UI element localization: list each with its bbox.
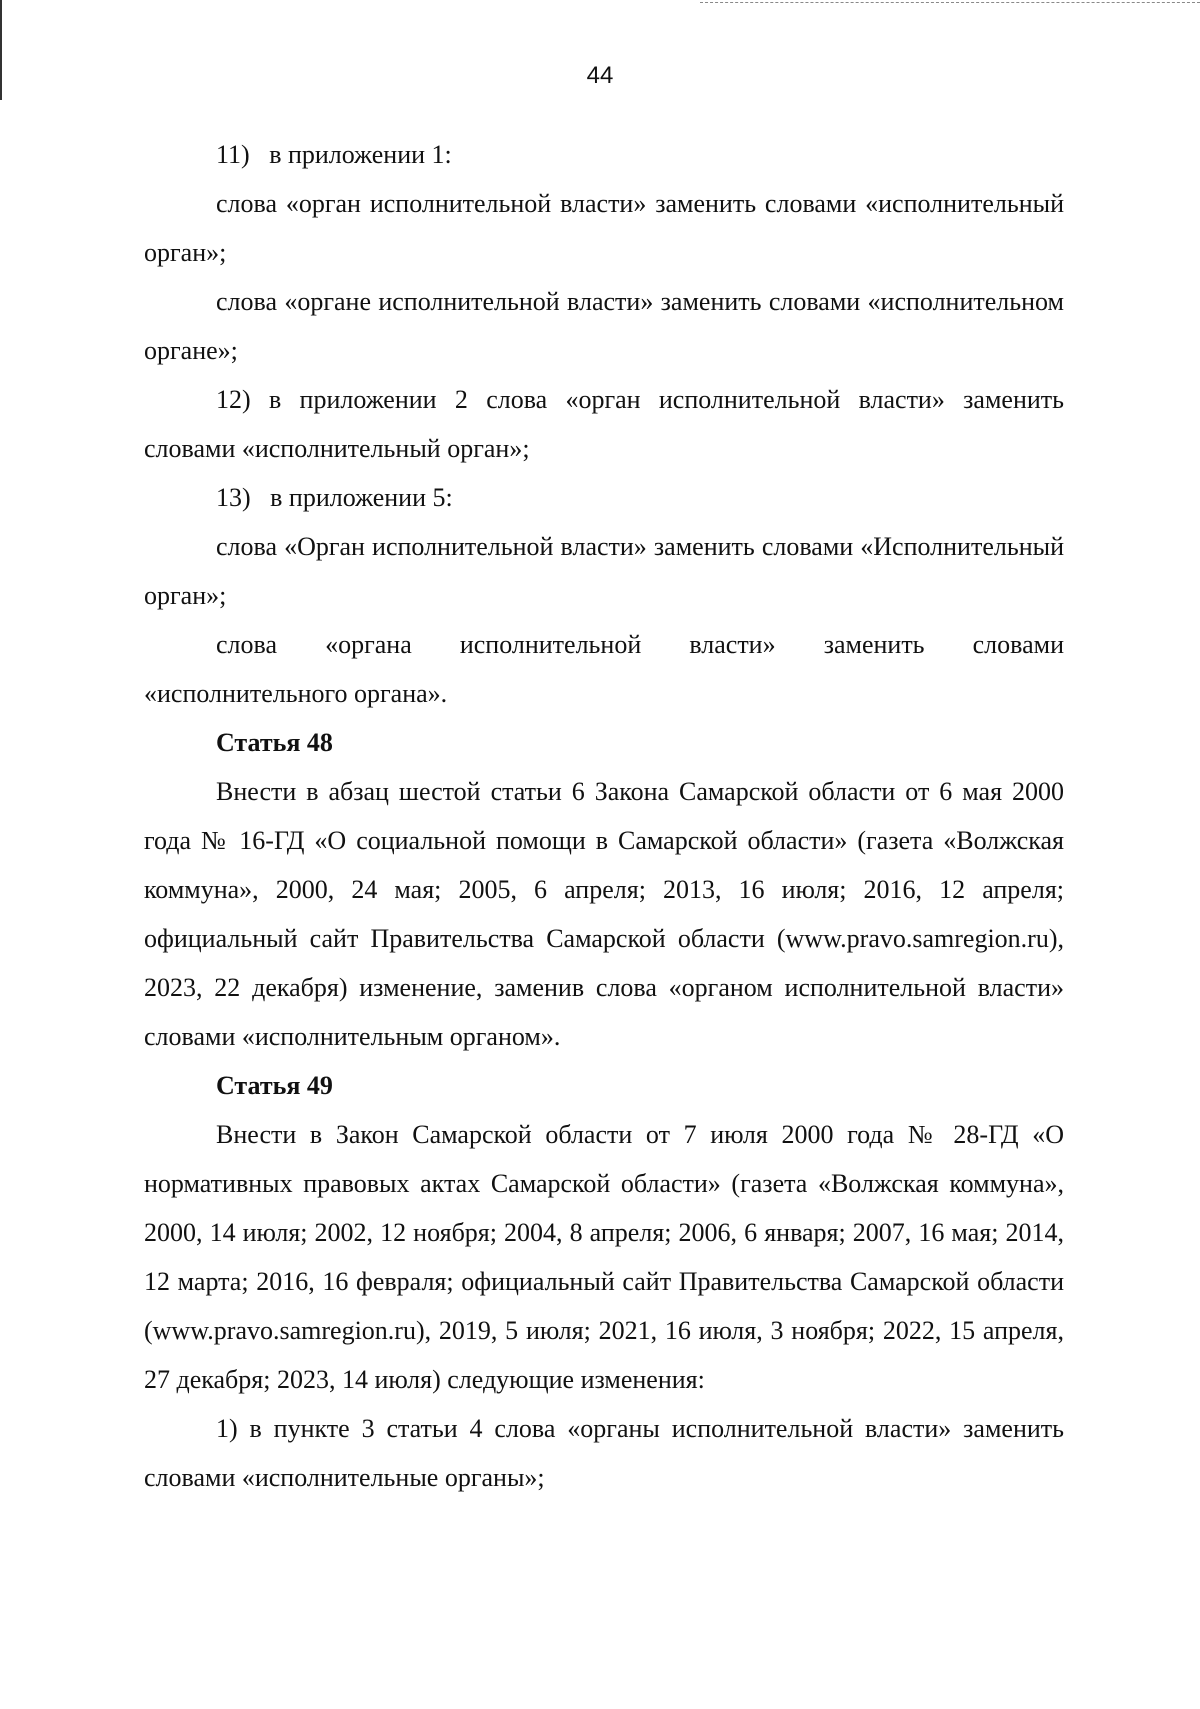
- paragraph-item-12: 12) в приложении 2 слова «орган исполнительной власти» заменить словами «исполнительный орган»;: [144, 385, 1064, 463]
- article-48-text: Внести в абзац шестой статьи 6 Закона Самарской области от 6 мая 2000 года № 16-ГД «О социальной помощи в Самарской области» (газета «Волжская коммуна», 2000, 24 мая; 2005, 6 апреля; 2013, 16 июля; 2016, 12 апреля; официальный сайт Правительства Самарской области (www.pravo.samregion.ru), 2023, 22 декабря) изменение, заменив слова «органом исполнительной власти» словами «исполнительным органом».: [144, 777, 1064, 1051]
- article-49-text: Внести в Закон Самарской области от 7 июля 2000 года № 28-ГД «О нормативных правовых актах Самарской области» (газета «Волжская коммуна», 2000, 14 июля; 2002, 12 ноября; 2004, 8 апреля; 2006, 6 января; 2007, 16 мая; 2014, 12 марта; 2016, 16 февраля; официальный сайт Правительства Самарской области (www.pravo.samregion.ru), 2019, 5 июля; 2021, 16 июля, 3 ноября; 2022, 15 апреля, 27 декабря; 2023, 14 июля) следующие изменения:: [144, 1120, 1064, 1394]
- paragraph-item-13: 13) в приложении 5:: [216, 483, 453, 512]
- article-49-item-1: 1) в пункте 3 статьи 4 слова «органы исполнительной власти» заменить словами «исполнительные органы»;: [144, 1414, 1064, 1492]
- paragraph-item-13-replacement-2: слова «органа исполнительной власти» заменить словами «исполнительного органа».: [144, 630, 1064, 708]
- document-body: [144, 130, 1064, 1502]
- paragraph-item-11-replacement-1: слова «орган исполнительной власти» заменить словами «исполнительный орган»;: [144, 189, 1064, 267]
- scan-edge-top: [700, 2, 1200, 4]
- article-48-heading: Статья 48: [216, 728, 333, 757]
- paragraph-item-11: 11) в приложении 1:: [216, 140, 452, 169]
- page-number: 44: [586, 62, 614, 89]
- paragraph-item-13-replacement-1: слова «Орган исполнительной власти» заменить словами «Исполнительный орган»;: [144, 532, 1064, 610]
- paragraph-item-11-replacement-2: слова «органе исполнительной власти» заменить словами «исполнительном органе»;: [144, 287, 1064, 365]
- article-49-heading: Статья 49: [216, 1071, 333, 1100]
